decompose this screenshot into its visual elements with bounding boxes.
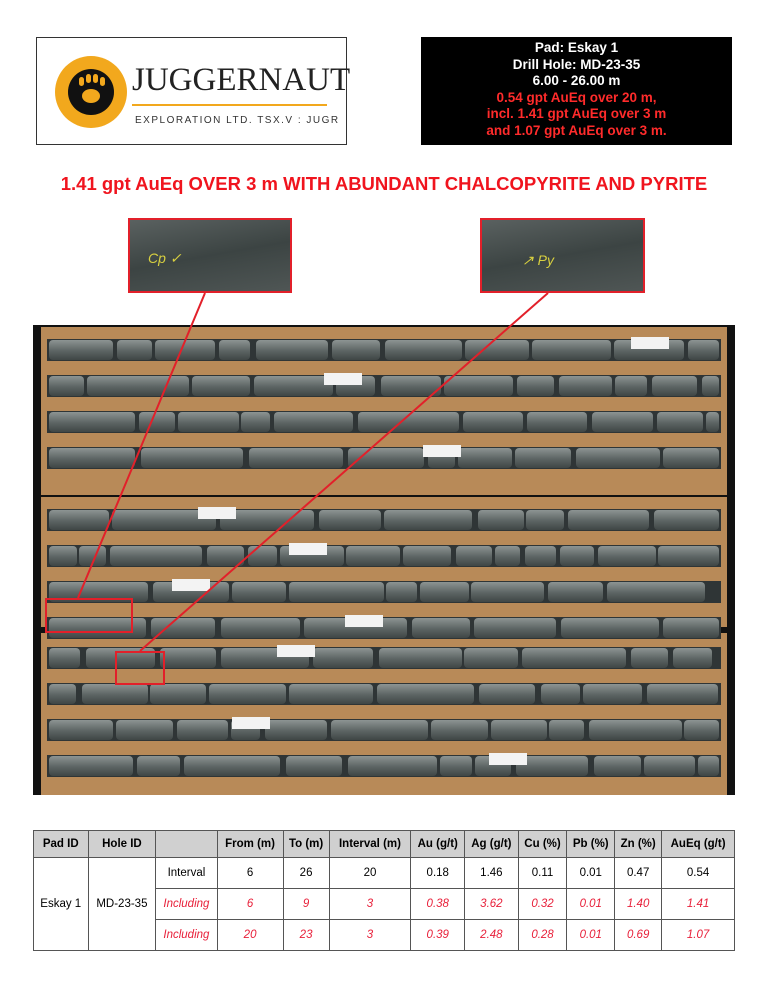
value-cell: 0.54	[662, 858, 735, 889]
column-header: Pb (%)	[567, 831, 615, 858]
core-piece	[385, 340, 463, 360]
value-cell: 26	[283, 858, 329, 889]
column-header	[156, 831, 217, 858]
value-cell: 0.69	[615, 920, 662, 951]
core-piece	[431, 720, 488, 740]
hole-id-cell: MD-23-35	[88, 858, 156, 951]
value-cell: 20	[217, 920, 283, 951]
row-label: Interval	[156, 858, 217, 889]
core-row	[47, 581, 721, 603]
core-piece	[248, 546, 277, 566]
sample-tag	[289, 543, 327, 555]
core-piece	[515, 448, 571, 468]
core-piece	[160, 648, 216, 668]
core-piece	[658, 546, 719, 566]
core-piece	[265, 720, 326, 740]
core-piece	[688, 340, 719, 360]
core-piece	[615, 376, 646, 396]
core-row	[47, 755, 721, 777]
core-row	[47, 509, 721, 531]
core-piece	[332, 340, 380, 360]
value-cell: 6	[217, 858, 283, 889]
core-piece	[87, 376, 188, 396]
core-piece	[560, 546, 594, 566]
core-piece	[463, 412, 523, 432]
core-piece	[151, 618, 216, 638]
core-piece	[209, 684, 287, 704]
core-piece	[592, 412, 653, 432]
core-piece	[137, 756, 180, 776]
column-header: AuEq (g/t)	[662, 831, 735, 858]
column-header: Cu (%)	[518, 831, 567, 858]
column-header: To (m)	[283, 831, 329, 858]
core-piece	[526, 510, 563, 530]
core-piece	[474, 618, 555, 638]
core-piece	[178, 412, 239, 432]
core-piece	[663, 448, 719, 468]
core-piece	[289, 582, 384, 602]
core-piece	[647, 684, 717, 704]
core-row	[47, 719, 721, 741]
value-cell: 6	[217, 889, 283, 920]
value-cell: 0.47	[615, 858, 662, 889]
value-cell: 1.07	[662, 920, 735, 951]
core-piece	[286, 756, 342, 776]
core-piece	[49, 340, 113, 360]
sample-tag	[345, 615, 383, 627]
core-piece	[348, 448, 424, 468]
core-piece	[549, 720, 584, 740]
sample-tag	[423, 445, 461, 457]
core-piece	[192, 376, 251, 396]
brand-name: JUGGERNAUT	[132, 62, 351, 98]
core-piece	[456, 546, 492, 566]
highlight-box	[115, 651, 165, 685]
value-cell: 1.46	[465, 858, 519, 889]
sample-tag	[172, 579, 210, 591]
row-label: Including	[156, 889, 217, 920]
result-line: incl. 1.41 gpt AuEq over 3 m	[486, 106, 667, 121]
value-cell: 23	[283, 920, 329, 951]
core-piece	[49, 756, 133, 776]
core-closeup-left: Cp ✓	[128, 218, 292, 293]
core-piece	[49, 376, 84, 396]
core-piece	[274, 412, 353, 432]
core-piece	[331, 720, 428, 740]
core-piece	[379, 648, 462, 668]
value-cell: 0.39	[411, 920, 465, 951]
value-cell: 0.18	[411, 858, 465, 889]
core-row	[47, 545, 721, 567]
core-piece	[652, 376, 696, 396]
core-row	[47, 683, 721, 705]
core-piece	[583, 684, 641, 704]
core-piece	[377, 684, 475, 704]
core-piece	[440, 756, 472, 776]
core-piece	[517, 376, 554, 396]
core-piece	[116, 720, 173, 740]
core-piece	[491, 720, 547, 740]
core-piece	[348, 756, 437, 776]
core-piece	[49, 684, 76, 704]
core-piece	[559, 376, 612, 396]
core-piece	[49, 546, 77, 566]
core-piece	[150, 684, 206, 704]
core-piece	[256, 340, 328, 360]
core-piece	[527, 412, 587, 432]
core-piece	[155, 340, 215, 360]
depth-line: 6.00 - 26.00 m	[532, 73, 621, 88]
core-piece	[548, 582, 603, 602]
core-piece	[319, 510, 382, 530]
value-cell: 20	[329, 858, 411, 889]
hole-line: Drill Hole: MD-23-35	[512, 56, 641, 72]
value-cell: 1.41	[662, 889, 735, 920]
core-piece	[465, 340, 530, 360]
sample-tag	[489, 753, 527, 765]
pad-id-cell: Eskay 1	[34, 858, 89, 951]
core-piece	[568, 510, 649, 530]
core-piece	[495, 546, 520, 566]
sample-tag	[198, 507, 236, 519]
core-piece	[177, 720, 228, 740]
value-cell: 0.01	[567, 858, 615, 889]
column-header: Interval (m)	[329, 831, 411, 858]
bear-paw-gear-icon	[55, 56, 127, 128]
core-piece	[232, 582, 286, 602]
value-cell: 3.62	[465, 889, 519, 920]
core-piece	[654, 510, 719, 530]
core-closeup-right: ↗ Py	[480, 218, 645, 293]
sample-tag	[232, 717, 270, 729]
core-row	[47, 339, 721, 361]
headline: 1.41 gpt AuEq OVER 3 m WITH ABUNDANT CHALCOPYRITE AND PYRITE	[60, 173, 708, 194]
core-piece	[644, 756, 695, 776]
core-row	[47, 411, 721, 433]
core-piece	[458, 448, 512, 468]
core-piece	[249, 448, 343, 468]
core-piece	[49, 648, 80, 668]
core-piece	[576, 448, 660, 468]
core-piece	[221, 618, 300, 638]
core-box-photo	[33, 325, 735, 795]
sample-tag	[324, 373, 362, 385]
core-piece	[698, 756, 719, 776]
core-piece	[82, 684, 148, 704]
value-cell: 0.01	[567, 889, 615, 920]
core-row	[47, 617, 721, 639]
value-cell: 0.32	[518, 889, 567, 920]
core-piece	[141, 448, 243, 468]
core-piece	[673, 648, 711, 668]
core-piece	[49, 720, 113, 740]
core-piece	[254, 376, 333, 396]
core-piece	[384, 510, 472, 530]
assay-table	[33, 830, 735, 951]
core-piece	[313, 648, 374, 668]
core-piece	[358, 412, 459, 432]
value-cell: 2.48	[465, 920, 519, 951]
core-piece	[110, 546, 201, 566]
highlight-box	[45, 598, 133, 633]
core-piece	[386, 582, 416, 602]
value-cell: 9	[283, 889, 329, 920]
core-piece	[589, 720, 682, 740]
value-cell: 0.38	[411, 889, 465, 920]
core-piece	[706, 412, 719, 432]
core-piece	[561, 618, 659, 638]
core-piece	[594, 756, 641, 776]
core-piece	[532, 340, 611, 360]
pad-line: Pad: Eskay 1	[534, 40, 619, 55]
drill-hole-summary	[421, 37, 732, 145]
column-header: Hole ID	[88, 831, 156, 858]
core-piece	[289, 684, 373, 704]
core-piece	[657, 412, 703, 432]
column-header: Pad ID	[34, 831, 89, 858]
sample-tag	[277, 645, 315, 657]
core-piece	[522, 648, 626, 668]
core-piece	[631, 648, 668, 668]
column-header: Ag (g/t)	[465, 831, 519, 858]
core-piece	[412, 618, 470, 638]
core-piece	[381, 376, 442, 396]
value-cell: 0.11	[518, 858, 567, 889]
core-row	[47, 375, 721, 397]
value-cell: 3	[329, 920, 411, 951]
core-piece	[471, 582, 544, 602]
core-row	[47, 447, 721, 469]
company-logo	[36, 37, 351, 145]
brand-underline	[132, 104, 327, 106]
brand-subtitle: EXPLORATION LTD. TSX.V : JUGR	[135, 115, 340, 126]
core-piece	[207, 546, 244, 566]
core-piece	[241, 412, 270, 432]
value-cell: 0.28	[518, 920, 567, 951]
value-cell: 1.40	[615, 889, 662, 920]
core-piece	[49, 510, 109, 530]
core-piece	[79, 546, 106, 566]
core-piece	[420, 582, 469, 602]
core-piece	[403, 546, 452, 566]
value-cell: 0.01	[567, 920, 615, 951]
result-line: and 1.07 gpt AuEq over 3 m.	[486, 122, 667, 138]
result-line: 0.54 gpt AuEq over 20 m,	[496, 89, 657, 105]
core-piece	[598, 546, 656, 566]
core-piece	[49, 412, 135, 432]
core-piece	[684, 720, 719, 740]
column-header: Au (g/t)	[411, 831, 465, 858]
core-piece	[444, 376, 513, 396]
core-piece	[464, 648, 519, 668]
sample-tag	[631, 337, 669, 349]
value-cell: 3	[329, 889, 411, 920]
column-header: From (m)	[217, 831, 283, 858]
core-piece	[219, 340, 250, 360]
core-piece	[49, 448, 135, 468]
core-piece	[663, 618, 719, 638]
core-piece	[184, 756, 280, 776]
core-piece	[346, 546, 399, 566]
core-piece	[702, 376, 719, 396]
row-label: Including	[156, 920, 217, 951]
core-piece	[525, 546, 557, 566]
core-piece	[607, 582, 704, 602]
table-row	[34, 858, 735, 889]
column-header: Zn (%)	[615, 831, 662, 858]
core-piece	[541, 684, 580, 704]
core-piece	[139, 412, 175, 432]
core-piece	[478, 510, 524, 530]
core-piece	[479, 684, 536, 704]
core-piece	[117, 340, 151, 360]
